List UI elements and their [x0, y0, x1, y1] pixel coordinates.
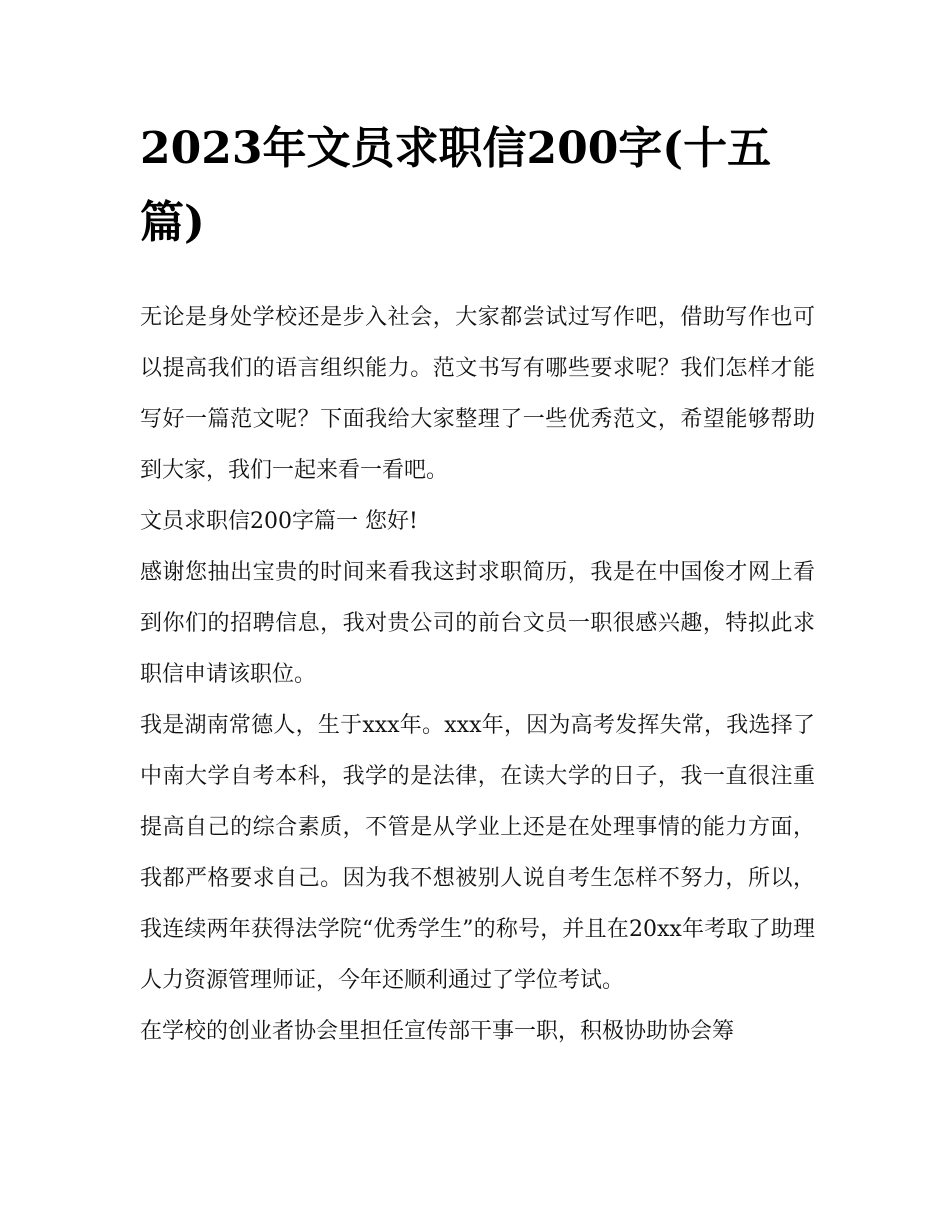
- document-content: [140, 112, 815, 1057]
- paragraph-thanks: 感谢您抽出宝贵的时间来看我这封求职简历，我是在中国俊才网上看到你们的招聘信息，我对贵公司的前台文员一职很感兴趣，特拟此求职信申请该职位。: [140, 560, 815, 687]
- paragraph-activities: 在学校的创业者协会里担任宣传部干事一职，积极协助协会筹: [140, 1019, 735, 1044]
- paragraph-intro: 无论是身处学校还是步入社会，大家都尝试过写作吧，借助写作也可以提高我们的语言组织能力。范文书写有哪些要求呢？我们怎样才能写好一篇范文呢？下面我给大家整理了一些优秀范文，希望能够帮助到大家，我们一起来看一看吧。: [140, 305, 815, 483]
- document-body: [140, 292, 815, 1057]
- paragraph-section-heading: 文员求职信200字篇一 您好!: [140, 509, 418, 534]
- document-title: 2023年文员求职信200字(十五篇): [140, 123, 772, 248]
- paragraph-background: 我是湖南常德人，生于xxx年。xxx年，因为高考发挥失常，我选择了中南大学自考本科，我学的是法律，在读大学的日子，我一直很注重提高自己的综合素质，不管是从学业上还是在处理事情的能力方面，我都严格要求自己。因为我不想被别人说自考生怎样不努力，所以，我连续两年获得法学院“优秀学生”的称号，并且在20xx年考取了助理人力资源管理师证，今年还顺利通过了学位考试。: [140, 713, 815, 993]
